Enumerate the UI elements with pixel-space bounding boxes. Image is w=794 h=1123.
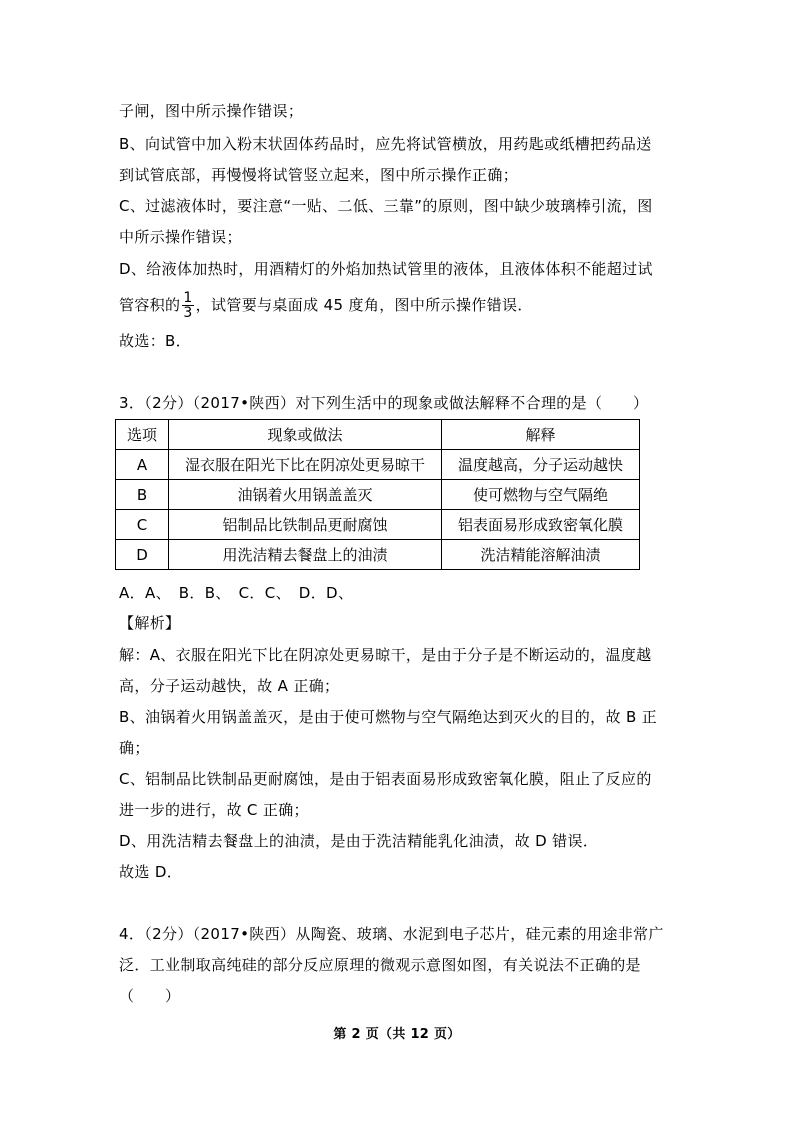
table-cell-explanation: 洗洁精能溶解油渍 [442, 540, 640, 570]
prev-answer-line-1: 子闸，图中所示操作错误； [119, 102, 304, 120]
prev-answer-line-4: C、过滤液体时，要注意“一贴、二低、三靠”的原则，图中缺少玻璃棒引流，图 [119, 197, 653, 215]
prev-answer-conclusion: 故选：B． [119, 332, 192, 350]
page-footer: 第 2 页（共 12 页） [333, 1027, 461, 1042]
prev-answer-line-3: 到试管底部，再慢慢将试管竖立起来，图中所示操作正确； [119, 166, 519, 184]
analysis-line-3: B、油锅着火用锅盖盖灭，是由于使可燃物与空气隔绝达到灭火的目的，故 B 正 [119, 708, 658, 726]
question-3-table [115, 419, 640, 570]
fraction-numerator: 1 [183, 290, 193, 306]
table-cell-option: D [116, 540, 169, 570]
table-cell-phenomenon: 油锅着火用锅盖盖灭 [169, 480, 442, 510]
table-row [116, 480, 640, 510]
line-7-prefix: 管容积的 [119, 296, 181, 314]
analysis-line-4: 确； [119, 739, 150, 757]
table-header-row [116, 420, 640, 450]
analysis-line-1: 解：A、衣服在阳光下比在阴凉处更易晾干，是由于分子是不断运动的，温度越 [119, 646, 652, 664]
table-header-explanation: 解释 [442, 420, 640, 450]
table-row [116, 540, 640, 570]
table-cell-phenomenon: 用洗洁精去餐盘上的油渍 [169, 540, 442, 570]
analysis-line-5: C、铝制品比铁制品更耐腐蚀，是由于铝表面易形成致密氧化膜，阻止了反应的 [119, 770, 652, 788]
table-header-phenomenon: 现象或做法 [169, 420, 442, 450]
analysis-conclusion: 故选 D． [119, 863, 183, 881]
table-cell-option: B [116, 480, 169, 510]
table-cell-option: A [116, 450, 169, 480]
analysis-line-6: 进一步的进行，故 C 正确； [119, 801, 309, 819]
prev-answer-line-5: 中所示操作错误； [119, 228, 242, 246]
question-4-line-2: 泛．工业制取高纯硅的部分反应原理的微观示意图如图，有关说法不正确的是 [119, 956, 641, 974]
table-cell-explanation: 温度越高，分子运动越快 [442, 450, 640, 480]
prev-answer-line-6: D、给液体加热时，用酒精灯的外焰加热试管里的液体，且液体体积不能超过试 [119, 260, 653, 278]
table-header-option: 选项 [116, 420, 169, 450]
fraction-one-third [182, 291, 193, 320]
table-cell-phenomenon: 铝制品比铁制品更耐腐蚀 [169, 510, 442, 540]
analysis-line-2: 高，分子运动越快，故 A 正确； [119, 677, 340, 695]
table-row [116, 450, 640, 480]
prev-answer-line-7 [119, 289, 533, 321]
question-4-line-3: （ ） [119, 987, 181, 1005]
analysis-line-7: D、用洗洁精去餐盘上的油渍，是由于洗洁精能乳化油渍，故 D 错误． [119, 832, 599, 850]
question-3-options: A．A、 B．B、 C．C、 D．D、 [119, 584, 354, 602]
table-cell-explanation: 铝表面易形成致密氧化膜 [442, 510, 640, 540]
table-cell-explanation: 使可燃物与空气隔绝 [442, 480, 640, 510]
table-cell-phenomenon: 湿衣服在阳光下比在阴凉处更易晾干 [169, 450, 442, 480]
fraction-denominator: 3 [183, 305, 193, 321]
question-3-header: 3．（2分）（2017•陕西）对下列生活中的现象或做法解释不合理的是（ ） [119, 394, 649, 412]
table-cell-option: C [116, 510, 169, 540]
prev-answer-line-2: B、向试管中加入粉末状固体药品时，应先将试管横放，用药匙或纸槽把药品送 [119, 135, 652, 153]
table-row [116, 510, 640, 540]
analysis-title: 【解析】 [119, 614, 181, 632]
question-4-line-1: 4．（2分）（2017•陕西）从陶瓷、玻璃、水泥到电子芯片，硅元素的用途非常广 [119, 925, 664, 943]
line-7-suffix: ，试管要与桌面成 45 度角，图中所示操作错误． [195, 296, 533, 314]
